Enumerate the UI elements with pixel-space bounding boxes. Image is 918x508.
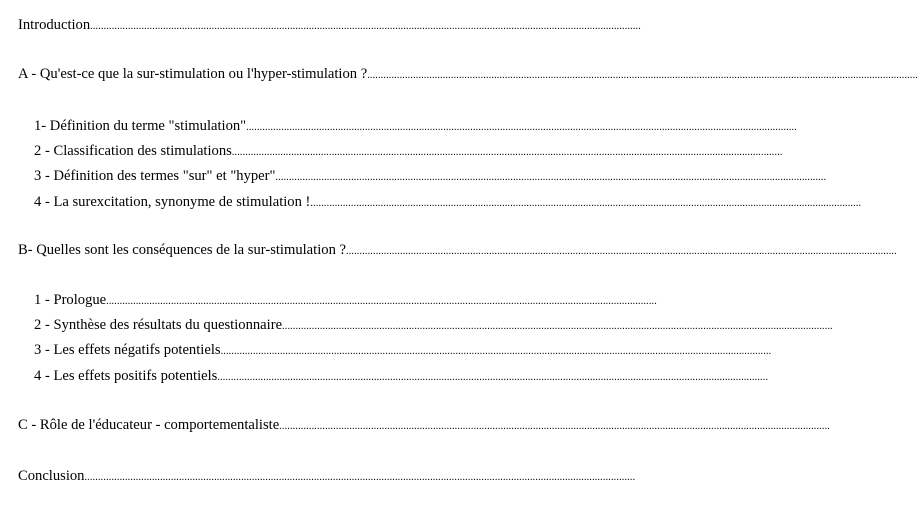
toc-entry-label: 1- Définition du terme "stimulation" xyxy=(34,118,247,134)
leader-dots: ............................................................................................................................................................................................................ xyxy=(310,198,862,209)
toc-entry-a3 xyxy=(0,168,827,188)
leader-dots: ............................................................................................................................................................................................................ xyxy=(84,472,636,483)
toc-entry-label: 4 - La surexcitation, synonyme de stimulation ! xyxy=(34,194,311,210)
toc-entry-label: A - Qu'est-ce que la sur-stimulation ou l'hyper-stimulation ? xyxy=(18,66,368,82)
toc-entry-b4 xyxy=(0,368,769,388)
leader-dots: ............................................................................................................................................................................................................ xyxy=(106,296,657,307)
toc-entry-label: 1 - Prologue xyxy=(34,292,107,308)
toc-entry-introduction xyxy=(0,17,641,37)
leader-dots: ............................................................................................................................................................................................................ xyxy=(275,172,827,183)
toc-entry-a4 xyxy=(0,194,862,214)
leader-dots: ............................................................................................................................................................................................................ xyxy=(220,346,772,357)
leader-dots: ............................................................................................................................................................................................................ xyxy=(367,70,918,81)
toc-entry-a2 xyxy=(0,143,783,163)
toc-section-b-title xyxy=(0,242,897,262)
toc-section-c-title xyxy=(0,417,830,437)
leader-dots: ............................................................................................................................................................................................................ xyxy=(346,246,897,257)
leader-dots: ............................................................................................................................................................................................................ xyxy=(217,372,769,383)
toc-entry-conclusion xyxy=(0,468,636,488)
toc-entry-label: 3 - Définition des termes "sur" et "hyper" xyxy=(34,168,276,184)
toc-entry-label: 4 - Les effets positifs potentiels xyxy=(34,368,218,384)
leader-dots: ............................................................................................................................................................................................................ xyxy=(246,122,797,133)
toc-entry-label: Conclusion xyxy=(18,468,85,484)
toc-entry-label: 2 - Classification des stimulations xyxy=(34,143,232,159)
toc-entry-label: Introduction xyxy=(18,17,91,33)
toc-entry-label: B- Quelles sont les conséquences de la sur-stimulation ? xyxy=(18,242,346,258)
toc-section-a-title xyxy=(0,66,918,86)
toc-entry-b3 xyxy=(0,342,772,362)
toc-entry-b2 xyxy=(0,317,833,337)
toc-entry-label: C - Rôle de l'éducateur - comportementaliste xyxy=(18,417,280,433)
leader-dots: ............................................................................................................................................................................................................ xyxy=(282,321,833,332)
toc-entry-b1 xyxy=(0,292,657,312)
toc-entry-label: 2 - Synthèse des résultats du questionnaire xyxy=(34,317,283,333)
leader-dots: ............................................................................................................................................................................................................ xyxy=(90,21,641,32)
toc-entry-a1 xyxy=(0,118,797,138)
leader-dots: ............................................................................................................................................................................................................ xyxy=(231,147,783,158)
toc-entry-label: 3 - Les effets négatifs potentiels xyxy=(34,342,221,358)
leader-dots: ............................................................................................................................................................................................................ xyxy=(279,421,830,432)
